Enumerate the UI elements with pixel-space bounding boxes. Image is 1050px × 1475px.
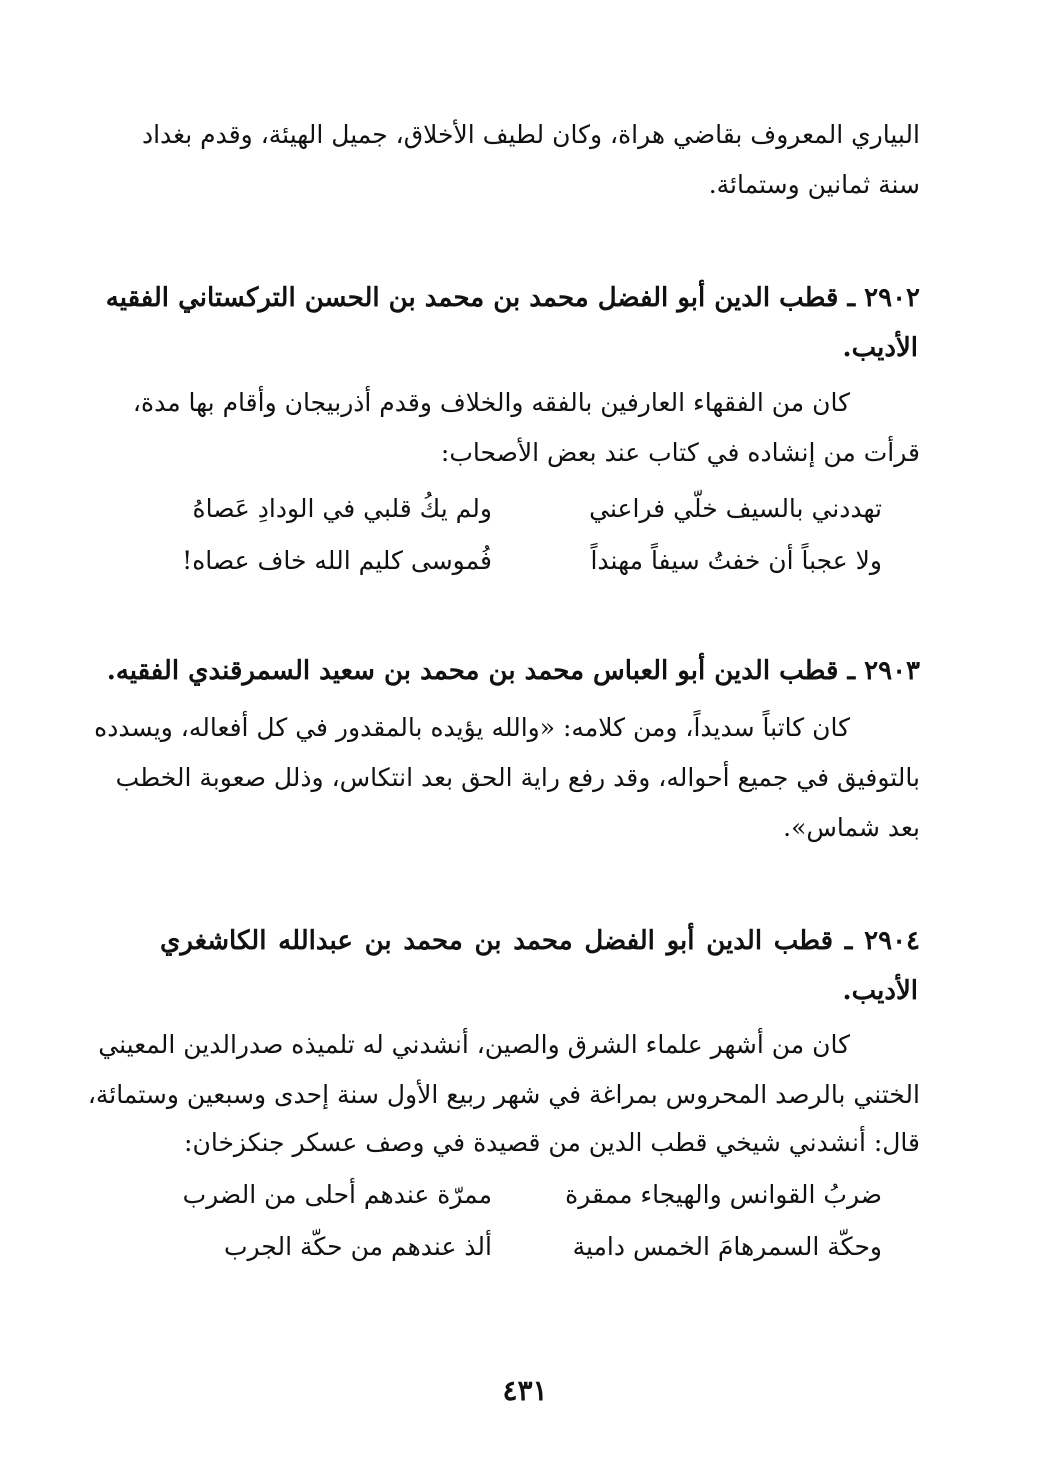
entry-2903-body-line-2: بالتوفيق في جميع أحواله، وقد رفع راية الحق بعد انتكاس، وذلل صعوبة الخطب	[115, 763, 920, 792]
entry-2902-verse-2-first-hemistich: ولا عجباً أن خفتُ سيفاً مهنداً	[590, 546, 882, 575]
entry-2904-body-line-2: الختني بالرصد المحروس بمراغة في شهر ربيع الأول سنة إحدى وسبعين وستمائة،	[87, 1080, 920, 1109]
entry-2902-heading: ٢٩٠٢ ـ قطب الدين أبو الفضل محمد بن محمد بن الحسن التركستاني الفقيه	[105, 283, 920, 313]
entry-2904-body-line-3: قال: أنشدني شيخي قطب الدين من قصيدة في وصف عسكر جنكزخان:	[184, 1128, 920, 1157]
entry-2904-verse-2-first-hemistich: وحكّة السمرهامَ الخمس دامية	[572, 1232, 882, 1261]
entry-2904-verse-1-second-hemistich: ممرّة عندهم أحلى من الضرب	[182, 1180, 492, 1209]
page-number: ٤٣١	[502, 1374, 548, 1407]
entry-2902-verse-1-second-hemistich: ولم يكُ قلبي في الودادِ عَصاهُ	[192, 494, 492, 523]
entry-2904-heading-cont: الأديب.	[842, 976, 918, 1006]
entry-2902-body-line-2: قرأت من إنشاده في كتاب عند بعض الأصحاب:	[440, 438, 920, 467]
entry-2904-verse-2-second-hemistich: ألذ عندهم من حكّة الجرب	[224, 1232, 492, 1261]
entry-2904-heading: ٢٩٠٤ ـ قطب الدين أبو الفضل محمد بن محمد بن عبدالله الكاشغري	[160, 926, 920, 956]
entry-2903-body-line-1: كان كاتباً سديداً، ومن كلامه: «والله يؤيده بالمقدور في كل أفعاله، ويسدده	[94, 713, 850, 742]
entry-2904-verse-1-first-hemistich: ضربُ القوانس والهيجاء ممقرة	[565, 1180, 882, 1209]
continuation-line-2: سنة ثمانين وستمائة.	[708, 170, 920, 199]
entry-2902-body-line-1: كان من الفقهاء العارفين بالفقه والخلاف وقدم أذربيجان وأقام بها مدة،	[132, 388, 850, 417]
entry-2902-verse-1-first-hemistich: تهددني بالسيف خلّي فراعني	[589, 494, 882, 523]
entry-2903-body-line-3: بعد شماس».	[783, 813, 920, 842]
entry-2902-heading-cont: الأديب.	[842, 333, 918, 363]
continuation-line-1: البياري المعروف بقاضي هراة، وكان لطيف الأخلاق، جميل الهيئة، وقدم بغداد	[141, 120, 920, 149]
entry-2904-body-line-1: كان من أشهر علماء الشرق والصين، أنشدني له تلميذه صدرالدين المعيني	[98, 1030, 850, 1059]
entry-2903-heading: ٢٩٠٣ ـ قطب الدين أبو العباس محمد بن محمد بن سعيد السمرقندي الفقيه.	[106, 656, 920, 686]
entry-2902-verse-2-second-hemistich: فُموسى كليم الله خاف عصاه!	[182, 546, 492, 575]
